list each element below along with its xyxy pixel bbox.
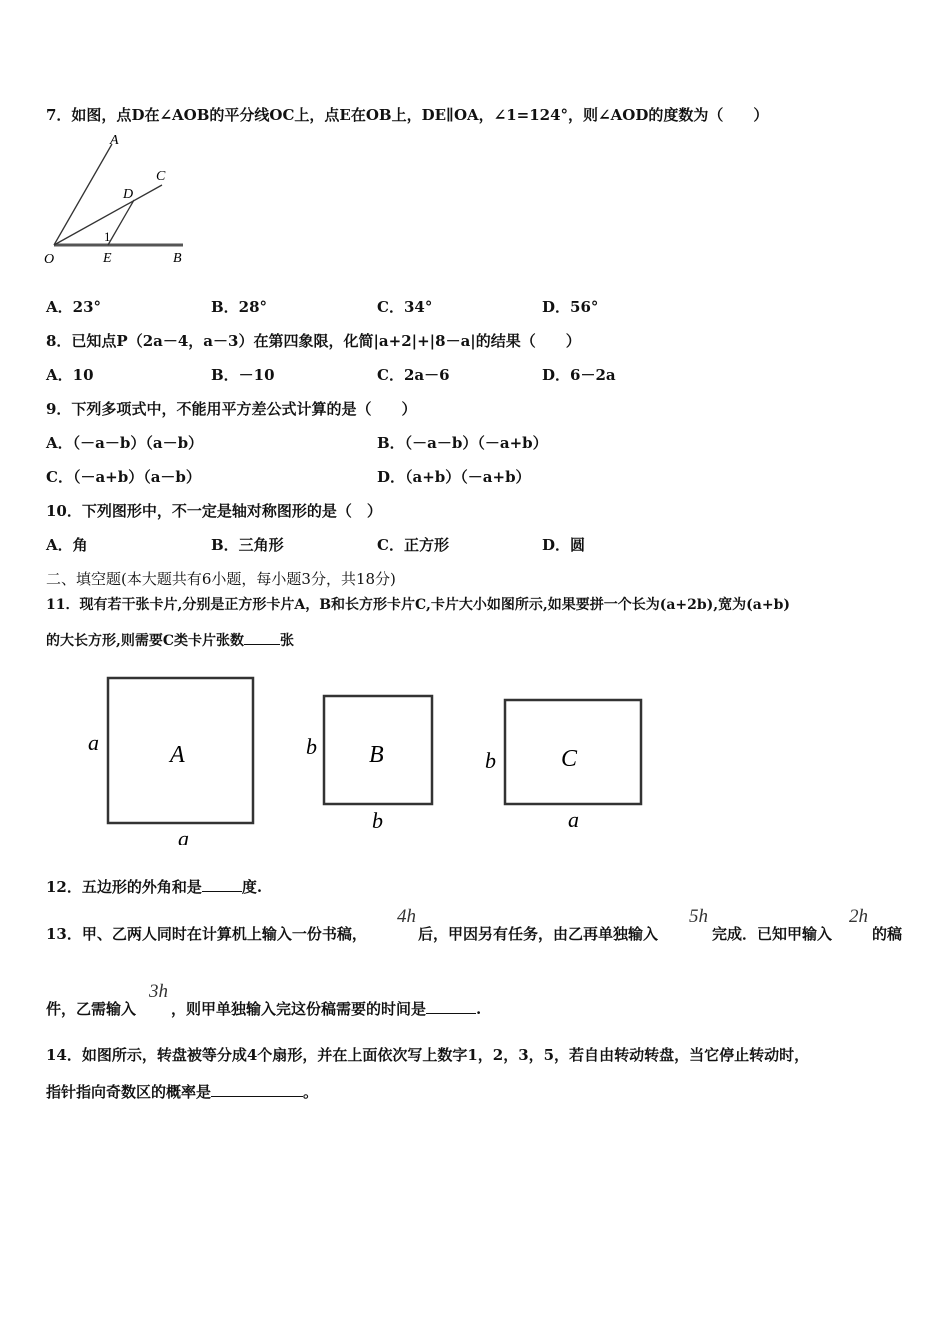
label-1: 1 [104, 229, 111, 244]
q10-option-c: C．正方形 [377, 536, 449, 554]
q14-line-2 [46, 1081, 318, 1102]
label-d: D [123, 187, 134, 202]
card-b-bottom: b [372, 808, 383, 833]
q13-text-1: 13．甲、乙两人同时在计算机上输入一份书稿， [46, 925, 367, 943]
q13-math-3h: 3h [149, 981, 168, 1002]
q14-answer-blank[interactable] [211, 1082, 303, 1097]
q12-unit: 度. [241, 878, 263, 896]
q9-option-b: B．（－a－b）（－a+b） [377, 434, 548, 452]
q8-option-a: A．10 [46, 366, 94, 384]
card-a-label: A [170, 742, 185, 768]
q12-answer-blank[interactable] [202, 877, 242, 892]
q11-unit: 张 [280, 633, 295, 649]
q7-option-a: A．23° [46, 298, 102, 316]
q10-stem: 10．下列图形中，不一定是轴对称图形的是（ ） [46, 502, 382, 520]
card-c-side: b [485, 748, 496, 773]
q11-cards-figure [80, 670, 670, 845]
q11-text: 的大长方形,则需要C类卡片张数 [46, 633, 245, 649]
q13-text-5: 件，乙需输入 [46, 1000, 137, 1018]
q13-answer-blank[interactable] [426, 999, 476, 1014]
label-a: A [110, 133, 119, 148]
q14-end: 。 [303, 1083, 319, 1101]
q10-option-d: D．圆 [542, 536, 586, 554]
q14-text: 指针指向奇数区的概率是 [46, 1083, 212, 1101]
q13-math-2h: 2h [849, 906, 868, 927]
label-e: E [103, 251, 112, 266]
q8-option-c: C．2a－6 [377, 366, 450, 384]
q13-text-3: 完成．已知甲输入 [712, 925, 833, 943]
q8-stem: 8．已知点P（2a－4，a－3）在第四象限，化简|a+2|+|8－a|的结果（ ） [46, 332, 581, 350]
q7-stem: 7．如图，点D在∠AOB的平分线OC上，点E在OB上，DE∥OA，∠1=124°，则∠AOD的度数为（ ） [46, 106, 769, 124]
card-c-bottom: a [568, 807, 579, 832]
q13-math-4h: 4h [397, 906, 416, 927]
label-c: C [156, 169, 166, 184]
q11-line-1: 11．现有若干张卡片,分别是正方形卡片A，B和长方形卡片C,卡片大小如图所示,如果要拼一个长为(a+2b),宽为(a+b) [46, 597, 790, 613]
q12-line [46, 876, 262, 897]
q13-text-7: . [476, 1000, 482, 1018]
q9-option-c: C．（－a+b）（a－b） [46, 468, 201, 486]
card-c-label: C [561, 746, 578, 772]
q12-text: 12．五边形的外角和是 [46, 878, 202, 896]
q8-option-b: B．－10 [211, 366, 275, 384]
q13-text-6: ，则甲单独输入完这份稿需要的时间是 [171, 1000, 427, 1018]
q10-option-b: B．三角形 [211, 536, 284, 554]
q8-option-d: D．6－2a [542, 366, 616, 384]
q9-stem: 9．下列多项式中，不能用平方差公式计算的是（ ） [46, 400, 417, 418]
q7-option-d: D．56° [542, 298, 599, 316]
q7-option-b: B．28° [211, 298, 268, 316]
label-b: B [173, 251, 182, 266]
q7-angle-figure [40, 130, 190, 270]
card-b-label: B [369, 742, 384, 768]
q11-line-2 [46, 630, 294, 650]
label-o: O [44, 252, 55, 267]
segment-de [108, 200, 134, 245]
q13-text-4: 的稿 [872, 925, 903, 943]
section-2-title: 二、填空题(本大题共有6小题，每小题3分，共18分) [46, 570, 396, 588]
q13-line-3 [171, 998, 481, 1019]
q13-math-5h: 5h [689, 906, 708, 927]
card-b-side: b [306, 734, 317, 759]
card-a-bottom: a [178, 826, 189, 845]
q7-option-c: C．34° [377, 298, 433, 316]
q10-option-a: A．角 [46, 536, 88, 554]
card-a-side: a [88, 730, 99, 755]
q14-line-1: 14．如图所示，转盘被等分成4个扇形，并在上面依次写上数字1，2，3，5，若自由转动转盘，当它停止转动时， [46, 1046, 810, 1064]
q9-option-d: D．（a+b）（－a+b） [377, 468, 531, 486]
q13-text-2: 后，甲因另有任务，由乙再单独输入 [418, 925, 659, 943]
q9-option-a: A．（－a－b）（a－b） [46, 434, 204, 452]
q11-answer-blank[interactable] [244, 630, 280, 645]
